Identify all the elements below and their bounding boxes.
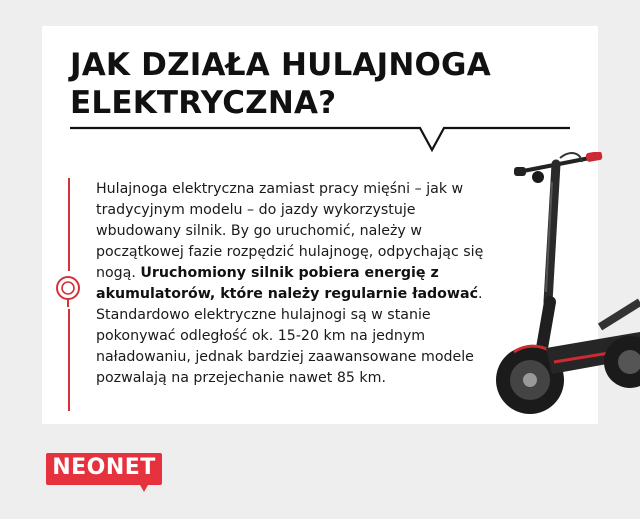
- paragraph-part-1: Hulajnoga elektryczna zamiast pracy mięśni – jak w tradycyjnym modelu – do jazdy wykorzystuje wbudowany silnik. By go uruchomić, należy w początkowej fazie rozpędzić hulajnogę, odpychając się nogą.: [96, 181, 484, 281]
- accent-line-bottom: [68, 309, 70, 411]
- paragraph-part-2: . Standardowo elektryczne hulajnogi są w stanie pokonywać odległość ok. 15-20 km na jednym naładowaniu, jednak bardziej zaawansowane modele pozwalają na przejechanie nawet 85 km.: [96, 286, 483, 386]
- electric-scooter-image: [490, 152, 640, 422]
- body-paragraph: [96, 179, 496, 389]
- paragraph-bold: Uruchomiony silnik pobiera energię z akumulatorów, które należy regularnie ładować: [96, 265, 479, 302]
- magnifier-icon: [52, 274, 84, 308]
- page-title: JAK DZIAŁA HULAJNOGA ELEKTRYCZNA?: [70, 47, 491, 121]
- accent-line-top: [68, 178, 70, 271]
- logo-wordmark: NEONET: [52, 455, 156, 480]
